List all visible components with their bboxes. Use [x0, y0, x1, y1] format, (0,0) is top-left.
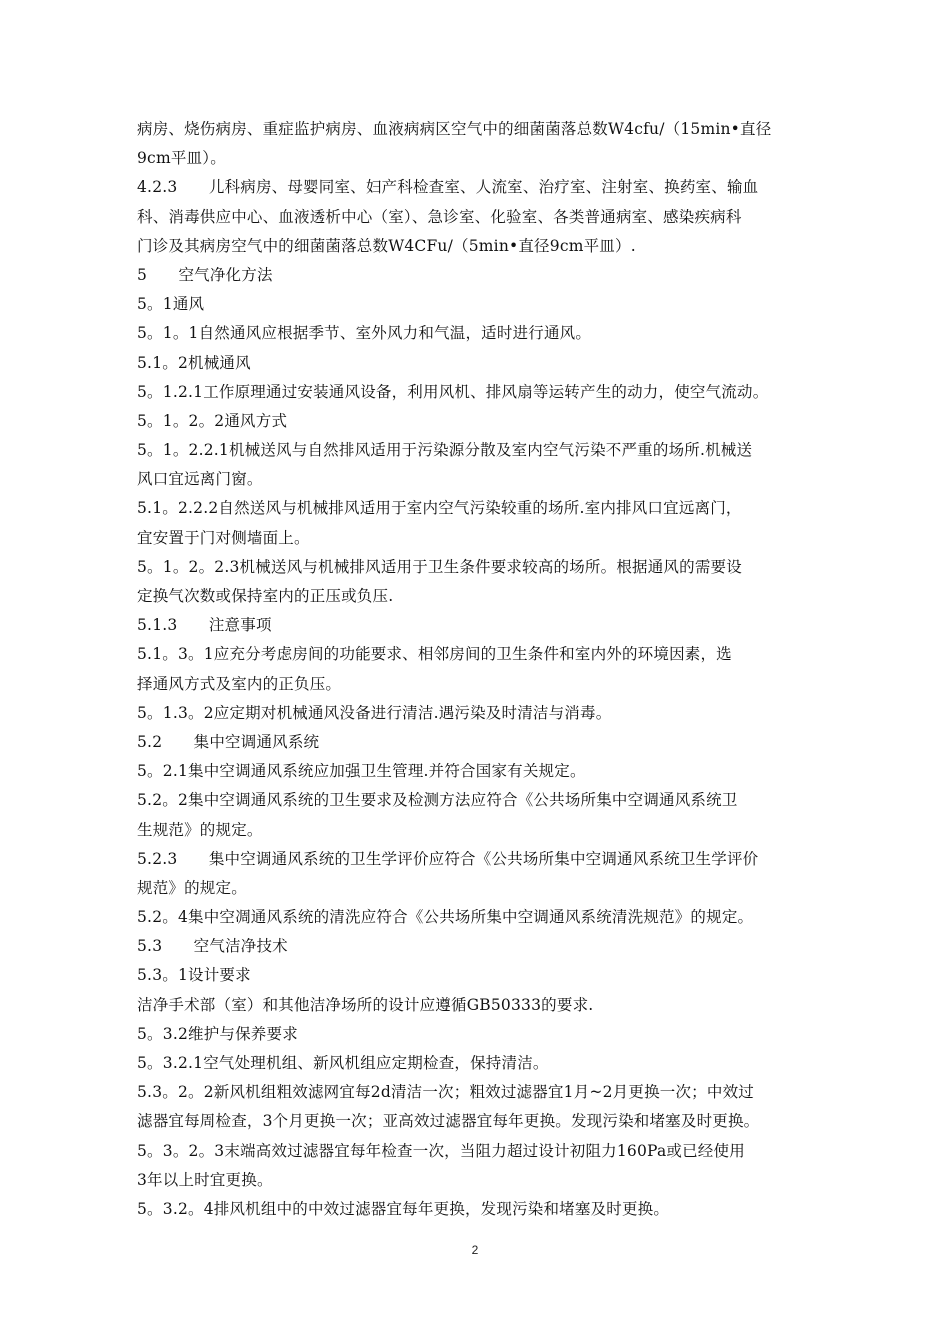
- text-line: 规范》的规定。: [137, 878, 247, 897]
- text-line: 5.2 集中空调通风系统: [137, 732, 320, 751]
- text-line: 择通风方式及室内的正负压。: [137, 674, 342, 693]
- text-line: 5.3。1设计要求: [137, 966, 251, 985]
- text-line: 5.1。2.2.2自然送风与机械排风适用于室内空气污染较重的场所.室内排风口宜远离门，: [137, 499, 742, 518]
- text-line: 5。1。2.2.1机械送风与自然排风适用于污染源分散及室内空气污染不严重的场所.机械送: [137, 441, 753, 460]
- text-line: 5。1。1自然通风应根据季节、室外风力和气温，适时进行通风。: [137, 324, 592, 343]
- text-line: 洁净手术部（室）和其他洁净场所的设计应遵循GB50333的要求.: [137, 995, 594, 1014]
- text-line: 5。3.2维护与保养要求: [137, 1024, 298, 1043]
- text-line: 5.2。2集中空调通风系统的卫生要求及检测方法应符合《公共场所集中空调通风系统卫: [137, 791, 738, 810]
- text-line: 4.2.3 儿科病房、母婴同室、妇产科检查室、人流室、治疗室、注射室、换药室、输血: [137, 178, 759, 197]
- text-line: 5.2.3 集中空调通风系统的卫生学评价应符合《公共场所集中空调通风系统卫生学评价: [137, 849, 759, 868]
- body-text: [137, 115, 827, 1224]
- text-line: 5。1。2。2.3机械送风与机械排风适用于卫生条件要求较高的场所。根据通风的需要设: [137, 557, 742, 576]
- page-number: 2: [471, 1243, 479, 1257]
- text-line: 5.1。3。1应充分考虑房间的功能要求、相邻房间的卫生条件和室内外的环境因素，选: [137, 645, 732, 664]
- text-line: 5。1通风: [137, 295, 205, 314]
- text-line: 5。1。2。2通风方式: [137, 411, 288, 430]
- text-line: 宜安置于门对侧墙面上。: [137, 528, 310, 547]
- text-line: 5。3.2。4排风机组中的中效过滤器宜每年更换，发现污染和堵塞及时更换。: [137, 1199, 670, 1218]
- text-line: 风口宜远离门窗。: [137, 470, 263, 489]
- text-line: 5。3。2。3末端高效过滤器宜每年检查一次，当阻力超过设计初阻力160Pa或已经使用: [137, 1141, 745, 1160]
- text-line: 5。3.2.1空气处理机组、新风机组应定期检查，保持清洁。: [137, 1054, 549, 1072]
- text-line: 5.1.3 注意事项: [137, 616, 272, 635]
- text-line: 5.2。4集中空凋通风系统的清洗应符合《公共场所集中空调通风系统清洗规范》的规定。: [137, 908, 754, 927]
- text-line: 滤器宜每周检查，3个月更换一次；亚高效过滤器宜每年更换。发现污染和堵塞及时更换。: [137, 1112, 760, 1131]
- text-line: 病房、烧伤病房、重症监护病房、血液病病区空气中的细菌菌落总数W4cfu/（15min•直径: [137, 120, 772, 138]
- text-line: 5.3 空气洁净技术: [137, 937, 288, 956]
- text-line: 5。1.2.1工作原理通过安装通风设备，利用风机、排风扇等运转产生的动力，使空气流动。: [137, 382, 769, 401]
- text-line: 9cm平皿）。: [137, 149, 226, 168]
- text-line: 5。2.1集中空调通风系统应加强卫生管理.并符合国家有关规定。: [137, 762, 586, 781]
- text-line: 5。1.3。2应定期对机械通风没备进行清洁.遇污染及时清洁与消毒。: [137, 703, 612, 722]
- text-line: 3年以上时宜更换。: [137, 1170, 273, 1189]
- text-line: 生规范》的规定。: [137, 820, 263, 839]
- text-line: 5 空气净化方法: [137, 265, 273, 284]
- text-line: 5.1。2机械通风: [137, 353, 251, 372]
- text-line: 5.3。2。2新风机组粗效滤网宜每2d清洁一次；粗效过滤器宜1月~2月更换一次；中效过: [137, 1083, 754, 1102]
- text-line: 门诊及其病房空气中的细菌菌落总数W4CFu/（5min•直径9cm平皿）.: [137, 236, 636, 255]
- text-line: 定换气次数或保持室内的正压或负压.: [137, 587, 394, 605]
- text-line: 科、消毒供应中心、血液透析中心（室）、急诊室、化验室、各类普通病室、感染疾病科: [137, 207, 742, 226]
